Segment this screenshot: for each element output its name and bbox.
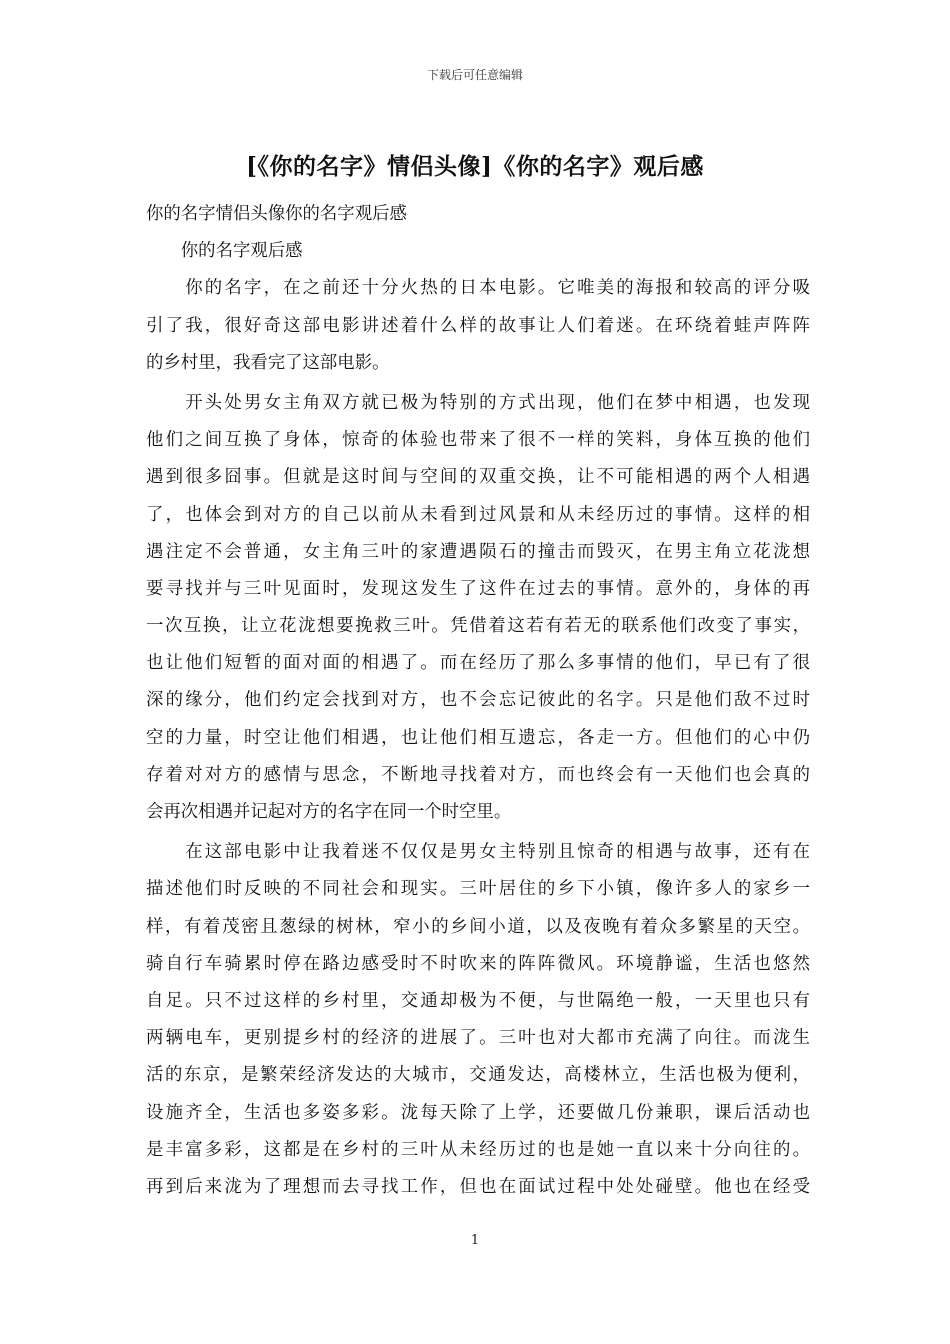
text-line: 两辆电车，更别提乡村的经济的进展了。三叶也对大都市充满了向往。而泷生 [146,1028,810,1049]
text-line: 他们之间互换了身体，惊奇的体验也带来了很不一样的笑料，身体互换的他们 [146,430,810,451]
text-line: 骑自行车骑累时停在路边感受时不时吹来的阵阵微风。环境静谧，生活也悠然 [146,953,810,974]
subtitle-line: 你的名字情侣头像你的名字观后感 [146,204,407,224]
text-line: 自足。只不过这样的乡村里，交通却极为不便，与世隔绝一般，一天里也只有 [146,990,810,1011]
text-line: 是丰富多彩，这都是在乡村的三叶从未经历过的也是她一直以来十分向往的。 [146,1139,810,1160]
text-line: 开头处男女主角双方就已极为特别的方式出现，他们在梦中相遇，也发现 [146,392,810,413]
page-header: 下载后可任意编辑 [426,68,523,82]
document-title: [《你的名字》情侣头像]《你的名字》观后感 [246,153,704,180]
text-line: 一次互换，让立花泷想要挽救三叶。凭借着这若有若无的联系他们改变了事实， [146,616,810,637]
text-line: 空的力量，时空让他们相遇，也让他们相互遗忘，各走一方。但他们的心中仍 [146,727,810,748]
text-line: 在这部电影中让我着迷不仅仅是男女主特别且惊奇的相遇与故事，还有在 [146,842,810,863]
document-body [146,196,810,1206]
text-line: 引了我，很好奇这部电影讲述着什么样的故事让人们着迷。在环绕着蛙声阵阵 [146,315,810,336]
text-line: 样，有着茂密且葱绿的树林，窄小的乡间小道，以及夜晚有着众多繁星的天空。 [146,916,810,937]
text-line: 会再次相遇并记起对方的名字在同一个时空里。 [146,802,512,822]
text-line: 存着对对方的感情与思念，不断地寻找着对方，而也终会有一天他们也会真的 [146,764,810,785]
text-line: 描述他们时反映的不同社会和现实。三叶居住的乡下小镇，像许多人的家乡一 [146,879,810,900]
text-line: 也让他们短暂的面对面的相遇了。而在经历了那么多事情的他们，早已有了很 [146,653,810,674]
text-line: 活的东京，是繁荣经济发达的大城市，交通发达，高楼林立，生活也极为便利， [146,1065,810,1086]
text-line: 你的名字，在之前还十分火热的日本电影。它唯美的海报和较高的评分吸 [146,278,810,299]
text-line: 设施齐全，生活也多姿多彩。泷每天除了上学，还要做几份兼职，课后活动也 [146,1102,810,1123]
text-line: 要寻找并与三叶见面时，发现这发生了这件在过去的事情。意外的，身体的再 [146,578,810,599]
section-heading: 你的名字观后感 [146,241,303,262]
text-line: 遇到很多囧事。但就是这时间与空间的双重交换，让不可能相遇的两个人相遇 [146,467,810,488]
text-line: 遇注定不会普通，女主角三叶的家遭遇陨石的撞击而毁灭，在男主角立花泷想 [146,541,810,562]
text-line: 了，也体会到对方的自己以前从未看到过风景和从未经历过的事情。这样的相 [146,504,810,525]
page-number: 1 [470,1233,480,1248]
text-line: 的乡村里，我看完了这部电影。 [146,352,390,373]
text-line: 再到后来泷为了理想而去寻找工作，但也在面试过程中处处碰壁。他也在经受 [146,1176,810,1197]
text-line: 深的缘分，他们约定会找到对方，也不会忘记彼此的名字。只是他们敌不过时 [146,690,810,711]
